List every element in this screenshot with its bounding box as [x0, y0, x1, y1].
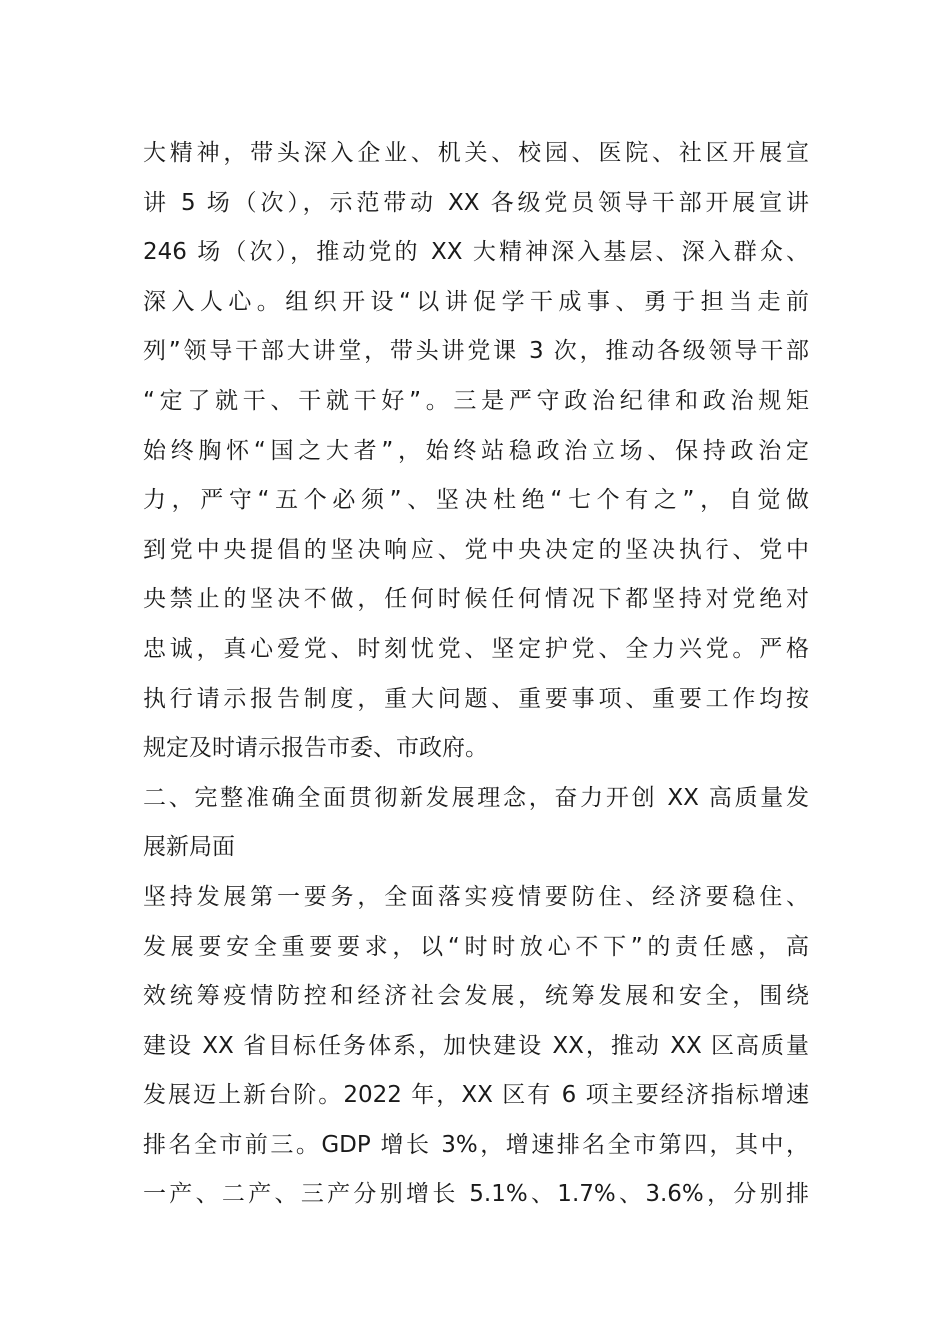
text-line: 展新局面 [143, 834, 235, 861]
text-line: 坚持发展第一要务，全面落实疫情要防住、经济要稳住、 [143, 883, 809, 910]
text-line: 到党中央提倡的坚决响应、党中央决定的坚决执行、党中 [143, 536, 809, 563]
text-line: 发展要安全重要要求，以“时时放心不下”的责任感，高 [143, 933, 809, 960]
text-line: 力，严守“五个必须”、坚决杜绝“七个有之”，自觉做 [143, 487, 809, 514]
text-line: 讲 5 场（次），示范带动 XX 各级党员领导干部开展宣讲 [143, 189, 809, 216]
text-line: 246 场（次），推动党的 XX 大精神深入基层、深入群众、 [143, 239, 809, 266]
text-line: 效统筹疫情防控和经济社会发展，统筹发展和安全，围绕 [143, 983, 809, 1010]
text-line: “定了就干、干就干好”。三是严守政治纪律和政治规矩 [143, 387, 809, 414]
text-line: 发展迈上新台阶。2022 年，XX 区有 6 项主要经济指标增速 [143, 1082, 809, 1109]
text-line: 忠诚，真心爱党、时刻忧党、坚定护党、全力兴党。严格 [143, 635, 809, 662]
text-line: 建设 XX 省目标任务体系，加快建设 XX，推动 XX 区高质量 [143, 1032, 809, 1059]
text-line: 央禁止的坚决不做，任何时候任何情况下都坚持对党绝对 [143, 586, 809, 613]
text-line: 规定及时请示报告市委、市政府。 [143, 735, 488, 762]
text-line: 排名全市前三。GDP 增长 3%，增速排名全市第四，其中， [143, 1131, 809, 1158]
text-line: 列”领导干部大讲堂，带头讲党课 3 次，推动各级领导干部 [143, 338, 809, 365]
text-line: 始终胸怀“国之大者”，始终站稳政治立场、保持政治定 [143, 437, 809, 464]
text-line: 深入人心。组织开设“以讲促学干成事、勇于担当走前 [143, 288, 809, 315]
text-line: 执行请示报告制度，重大问题、重要事项、重要工作均按 [143, 685, 809, 712]
text-line: 大精神，带头深入企业、机关、校园、医院、社区开展宣 [143, 140, 809, 166]
text-line: 一产、二产、三产分别增长 5.1%、1.7%、3.6%，分别排 [143, 1181, 809, 1208]
text-line: 二、完整准确全面贯彻新发展理念，奋力开创 XX 高质量发 [143, 784, 809, 811]
document-body [143, 129, 809, 1220]
